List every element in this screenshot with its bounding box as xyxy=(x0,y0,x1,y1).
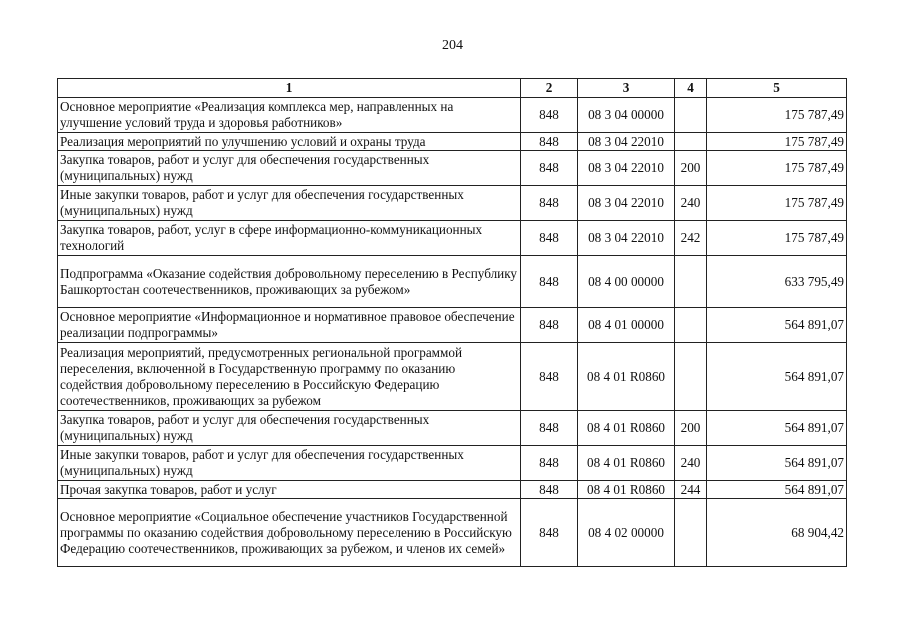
row-target-code: 08 4 01 00000 xyxy=(578,308,675,343)
row-amount: 175 787,49 xyxy=(707,186,847,221)
row-expense-type xyxy=(675,499,707,567)
row-name: Подпрограмма «Оказание содействия добровольному переселению в Республику Башкортостан соотечественников, проживающих за рубежом» xyxy=(58,256,521,308)
row-name: Реализация мероприятий по улучшению условий и охраны труда xyxy=(58,133,521,151)
row-amount: 564 891,07 xyxy=(707,343,847,411)
table-row xyxy=(58,133,847,151)
row-ministry-code: 848 xyxy=(521,133,578,151)
row-name: Закупка товаров, работ и услуг для обеспечения государственных (муниципальных) нужд xyxy=(58,411,521,446)
page-number: 204 xyxy=(442,38,463,53)
row-expense-type xyxy=(675,308,707,343)
row-amount: 564 891,07 xyxy=(707,411,847,446)
column-header: 4 xyxy=(675,79,707,98)
row-expense-type xyxy=(675,343,707,411)
row-target-code: 08 3 04 22010 xyxy=(578,133,675,151)
row-amount: 68 904,42 xyxy=(707,499,847,567)
row-ministry-code: 848 xyxy=(521,343,578,411)
row-amount: 175 787,49 xyxy=(707,221,847,256)
row-ministry-code: 848 xyxy=(521,221,578,256)
row-target-code: 08 4 01 R0860 xyxy=(578,343,675,411)
row-ministry-code: 848 xyxy=(521,151,578,186)
table-row xyxy=(58,411,847,446)
row-ministry-code: 848 xyxy=(521,499,578,567)
row-name: Основное мероприятие «Информационное и нормативное правовое обеспечение реализации подпрограммы» xyxy=(58,308,521,343)
row-target-code: 08 3 04 22010 xyxy=(578,186,675,221)
row-amount: 564 891,07 xyxy=(707,308,847,343)
row-target-code: 08 3 04 22010 xyxy=(578,151,675,186)
row-target-code: 08 3 04 22010 xyxy=(578,221,675,256)
row-ministry-code: 848 xyxy=(521,186,578,221)
row-name: Закупка товаров, работ, услуг в сфере информационно-коммуникационных технологий xyxy=(58,221,521,256)
row-name: Основное мероприятие «Реализация комплекса мер, направленных на улучшение условий труда и здоровья работников» xyxy=(58,98,521,133)
row-expense-type xyxy=(675,133,707,151)
row-amount: 633 795,49 xyxy=(707,256,847,308)
row-ministry-code: 848 xyxy=(521,256,578,308)
table-header-row xyxy=(58,79,847,98)
row-expense-type xyxy=(675,98,707,133)
row-target-code: 08 3 04 00000 xyxy=(578,98,675,133)
row-name: Основное мероприятие «Социальное обеспечение участников Государственной программы по оказанию содействия добровольному переселению в Российскую Федерацию соотечественников, проживающих за рубежом, и членов их семей» xyxy=(58,499,521,567)
row-ministry-code: 848 xyxy=(521,446,578,481)
row-name: Иные закупки товаров, работ и услуг для обеспечения государственных (муниципальных) нужд xyxy=(58,446,521,481)
table-row xyxy=(58,343,847,411)
column-header: 2 xyxy=(521,79,578,98)
row-amount: 175 787,49 xyxy=(707,133,847,151)
row-amount: 564 891,07 xyxy=(707,481,847,499)
table-row xyxy=(58,151,847,186)
table-row xyxy=(58,256,847,308)
row-amount: 175 787,49 xyxy=(707,98,847,133)
row-name: Реализация мероприятий, предусмотренных региональной программой переселения, включенной в Государственную программу по оказанию содействия добровольному переселению в Российскую Федерацию соотечественников, проживающих за рубежом xyxy=(58,343,521,411)
table-row xyxy=(58,499,847,567)
row-amount: 175 787,49 xyxy=(707,151,847,186)
row-ministry-code: 848 xyxy=(521,98,578,133)
row-target-code: 08 4 01 R0860 xyxy=(578,481,675,499)
table-row xyxy=(58,186,847,221)
row-expense-type: 242 xyxy=(675,221,707,256)
column-header: 5 xyxy=(707,79,847,98)
row-target-code: 08 4 01 R0860 xyxy=(578,411,675,446)
table-row xyxy=(58,446,847,481)
table-row xyxy=(58,308,847,343)
row-expense-type: 200 xyxy=(675,151,707,186)
row-ministry-code: 848 xyxy=(521,411,578,446)
row-ministry-code: 848 xyxy=(521,481,578,499)
column-header: 1 xyxy=(58,79,521,98)
table-row xyxy=(58,98,847,133)
row-expense-type xyxy=(675,256,707,308)
row-name: Закупка товаров, работ и услуг для обеспечения государственных (муниципальных) нужд xyxy=(58,151,521,186)
column-header: 3 xyxy=(578,79,675,98)
row-expense-type: 200 xyxy=(675,411,707,446)
budget-table xyxy=(57,78,847,567)
table-row xyxy=(58,221,847,256)
table-row xyxy=(58,481,847,499)
row-target-code: 08 4 00 00000 xyxy=(578,256,675,308)
row-target-code: 08 4 02 00000 xyxy=(578,499,675,567)
row-expense-type: 240 xyxy=(675,186,707,221)
row-amount: 564 891,07 xyxy=(707,446,847,481)
row-name: Прочая закупка товаров, работ и услуг xyxy=(58,481,521,499)
row-expense-type: 244 xyxy=(675,481,707,499)
row-target-code: 08 4 01 R0860 xyxy=(578,446,675,481)
row-name: Иные закупки товаров, работ и услуг для обеспечения государственных (муниципальных) нужд xyxy=(58,186,521,221)
row-ministry-code: 848 xyxy=(521,308,578,343)
row-expense-type: 240 xyxy=(675,446,707,481)
